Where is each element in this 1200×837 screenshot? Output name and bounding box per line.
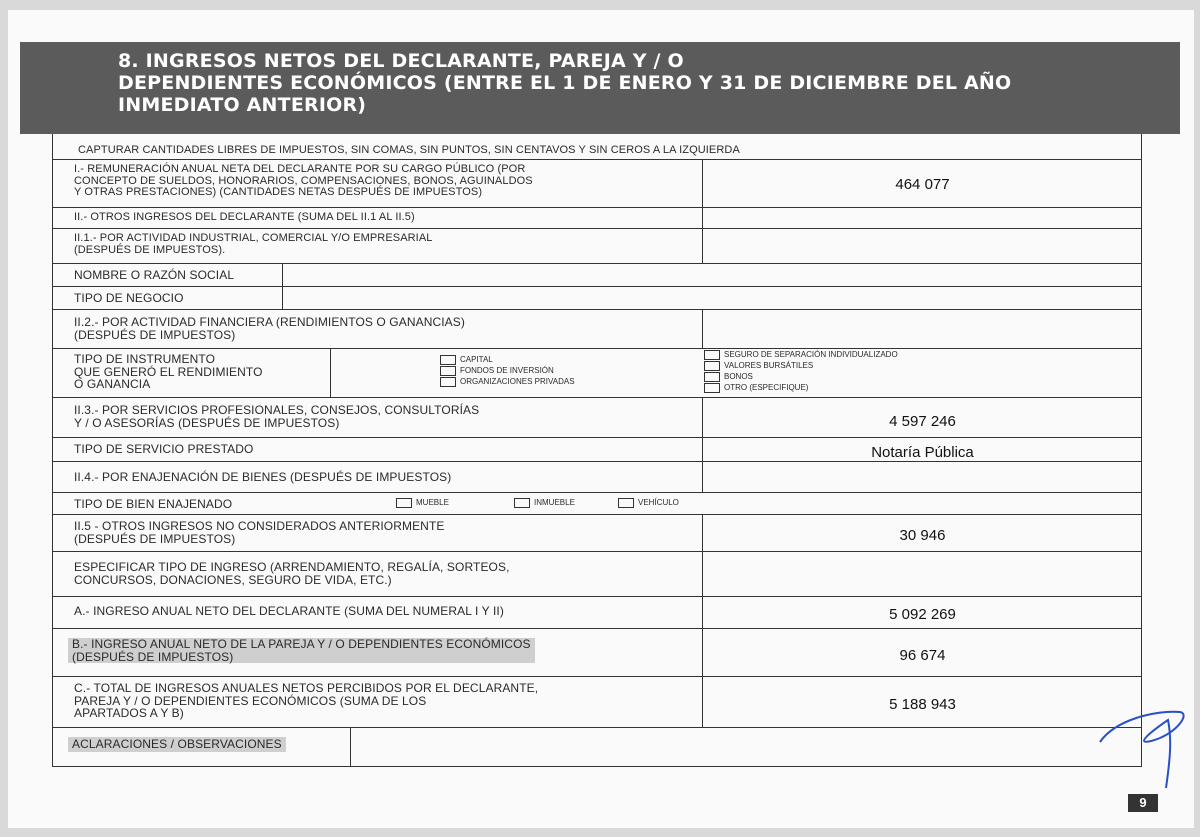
instructions-row (52, 134, 1142, 160)
row-label: II.- OTROS INGRESOS DEL DECLARANTE (SUMA DEL II.1 AL II.5) (74, 211, 415, 223)
observations-cell[interactable] (350, 728, 1142, 767)
row-label: ACLARACIONES / OBSERVACIONES (68, 737, 286, 752)
value-text: 5 188 943 (889, 696, 956, 713)
option-mueble[interactable]: MUEBLE (396, 498, 449, 509)
option-vehiculo[interactable]: VEHÍCULO (618, 498, 679, 509)
value-cell[interactable] (702, 208, 1142, 228)
option-organizaciones-privadas[interactable]: ORGANIZACIONES PRIVADAS (440, 377, 575, 388)
row-label: TIPO DE BIEN ENAJENADO (74, 497, 233, 511)
value-cell[interactable] (702, 597, 1142, 628)
row-label: II.3.- POR SERVICIOS PROFESIONALES, CONSEJOS, CONSULTORÍAS Y / O ASESORÍAS (DESPUÉS DE IMPUESTOS) (74, 403, 480, 430)
checkbox[interactable] (704, 350, 720, 360)
checkbox[interactable] (704, 372, 720, 382)
value-text: Notaría Pública (871, 444, 974, 461)
row-label: NOMBRE O RAZÓN SOCIAL (74, 268, 235, 282)
value-cell[interactable] (702, 438, 1142, 461)
row-label: II.1.- POR ACTIVIDAD INDUSTRIAL, COMERCIAL Y/O EMPRESARIAL (DESPUÉS DE IMPUESTOS). (74, 232, 433, 256)
value-cell[interactable] (702, 160, 1142, 207)
value-cell[interactable] (702, 677, 1142, 727)
value-text: 5 092 269 (889, 606, 956, 623)
value-cell[interactable] (702, 398, 1142, 437)
value-cell[interactable] (282, 264, 1142, 286)
table-row-tipo-bien (52, 493, 1142, 515)
option-otro[interactable]: OTRO (ESPECIFIQUE) (704, 383, 808, 394)
table-row-total-ingresos (52, 677, 1142, 728)
table-row-actividad-financiera (52, 310, 1142, 349)
row-label: ESPECIFICAR TIPO DE INGRESO (ARRENDAMIENTO, REGALÍA, SORTEOS, CONCURSOS, DONACIONES, SEGURO DE VIDA, ETC.) (74, 560, 510, 587)
value-cell[interactable] (702, 462, 1142, 492)
option-seguro-separacion[interactable]: SEGURO DE SEPARACIÓN INDIVIDUALIZADO (704, 350, 898, 361)
table-row-ingreso-anual-declarante (52, 597, 1142, 629)
option-valores-bursatiles[interactable]: VALORES BURSÁTILES (704, 361, 813, 372)
table-row-tipo-negocio (52, 287, 1142, 310)
value-text: 4 597 246 (889, 413, 956, 430)
row-label: B.- INGRESO ANUAL NETO DE LA PAREJA Y / O DEPENDIENTES ECONÓMICOS (DESPUÉS DE IMPUESTOS) (68, 638, 535, 663)
page-number: 9 (1128, 794, 1158, 812)
table-row-ingreso-pareja (52, 629, 1142, 677)
row-label: II.2.- POR ACTIVIDAD FINANCIERA (RENDIMIENTOS O GANANCIAS) (DESPUÉS DE IMPUESTOS) (74, 315, 465, 342)
value-text: 96 674 (899, 647, 946, 664)
instructions-text: CAPTURAR CANTIDADES LIBRES DE IMPUESTOS, SIN COMAS, SIN PUNTOS, SIN CENTAVOS Y SIN CEROS A LA IZQUIERDA (78, 144, 740, 156)
checkbox[interactable] (440, 377, 456, 387)
value-cell[interactable] (282, 287, 1142, 309)
table-row-otros-ingresos-no-considerados (52, 515, 1142, 552)
table-row-enajenacion-bienes (52, 462, 1142, 493)
table-row-tipo-instrumento (52, 349, 1142, 398)
checkbox[interactable] (440, 355, 456, 365)
option-bonos[interactable]: BONOS (704, 372, 753, 383)
table-row-otros-ingresos (52, 208, 1142, 229)
table-row-tipo-servicio (52, 438, 1142, 462)
option-inmueble[interactable]: INMUEBLE (514, 498, 575, 509)
table-row-servicios-profesionales (52, 398, 1142, 438)
value-text: 464 077 (895, 176, 950, 193)
row-label: I.- REMUNERACIÓN ANUAL NETA DEL DECLARANTE POR SU CARGO PÚBLICO (POR CONCEPTO DE SUELDOS, HONORARIOS, COMPENSACIONES, BONOS, AGUINALDOS Y OTRAS PRESTACIONES) (CANTIDADES NETAS DESPUÉS DE IMPUESTOS) (74, 163, 533, 198)
row-label: TIPO DE NEGOCIO (74, 291, 184, 305)
row-label: II.5 - OTROS INGRESOS NO CONSIDERADOS ANTERIORMENTE (DESPUÉS DE IMPUESTOS) (74, 519, 445, 546)
table-row-especificar-tipo (52, 552, 1142, 597)
checkbox[interactable] (440, 366, 456, 376)
value-cell[interactable] (702, 229, 1142, 263)
checkbox[interactable] (704, 361, 720, 371)
option-capital[interactable]: CAPITAL (440, 355, 493, 366)
row-label: II.4.- POR ENAJENACIÓN DE BIENES (DESPUÉS DE IMPUESTOS) (74, 470, 452, 484)
row-label: A.- INGRESO ANUAL NETO DEL DECLARANTE (SUMA DEL NUMERAL I Y II) (74, 604, 504, 618)
checkbox[interactable] (514, 498, 530, 508)
checkbox[interactable] (618, 498, 634, 508)
table-row-razon-social (52, 264, 1142, 287)
table-row-actividad-industrial (52, 229, 1142, 264)
checkbox[interactable] (396, 498, 412, 508)
value-cell[interactable] (702, 552, 1142, 596)
row-label: C.- TOTAL DE INGRESOS ANUALES NETOS PERCIBIDOS POR EL DECLARANTE, PAREJA Y / O DEPENDIENTES ECONÓMICOS (SUMA DE LOS APARTADOS A Y B) (74, 681, 539, 720)
value-text: 30 946 (899, 527, 946, 544)
row-label: TIPO DE SERVICIO PRESTADO (74, 442, 254, 456)
row-label: TIPO DE INSTRUMENTO QUE GENERÓ EL RENDIMIENTO O GANANCIA (74, 352, 263, 391)
table-row-remuneracion (52, 160, 1142, 208)
table-row-aclaraciones (52, 728, 1142, 767)
value-cell[interactable] (702, 310, 1142, 348)
section-title: 8. INGRESOS NETOS DEL DECLARANTE, PAREJA Y / O DEPENDIENTES ECONÓMICOS (ENTRE EL 1 DE ENERO Y 31 DE DICIEMBRE DEL AÑO INMEDIATO ANTERIOR) (118, 50, 1012, 116)
value-cell[interactable] (702, 515, 1142, 551)
value-cell[interactable] (702, 629, 1142, 676)
option-fondos-inversion[interactable]: FONDOS DE INVERSIÓN (440, 366, 554, 377)
checkbox[interactable] (704, 383, 720, 393)
